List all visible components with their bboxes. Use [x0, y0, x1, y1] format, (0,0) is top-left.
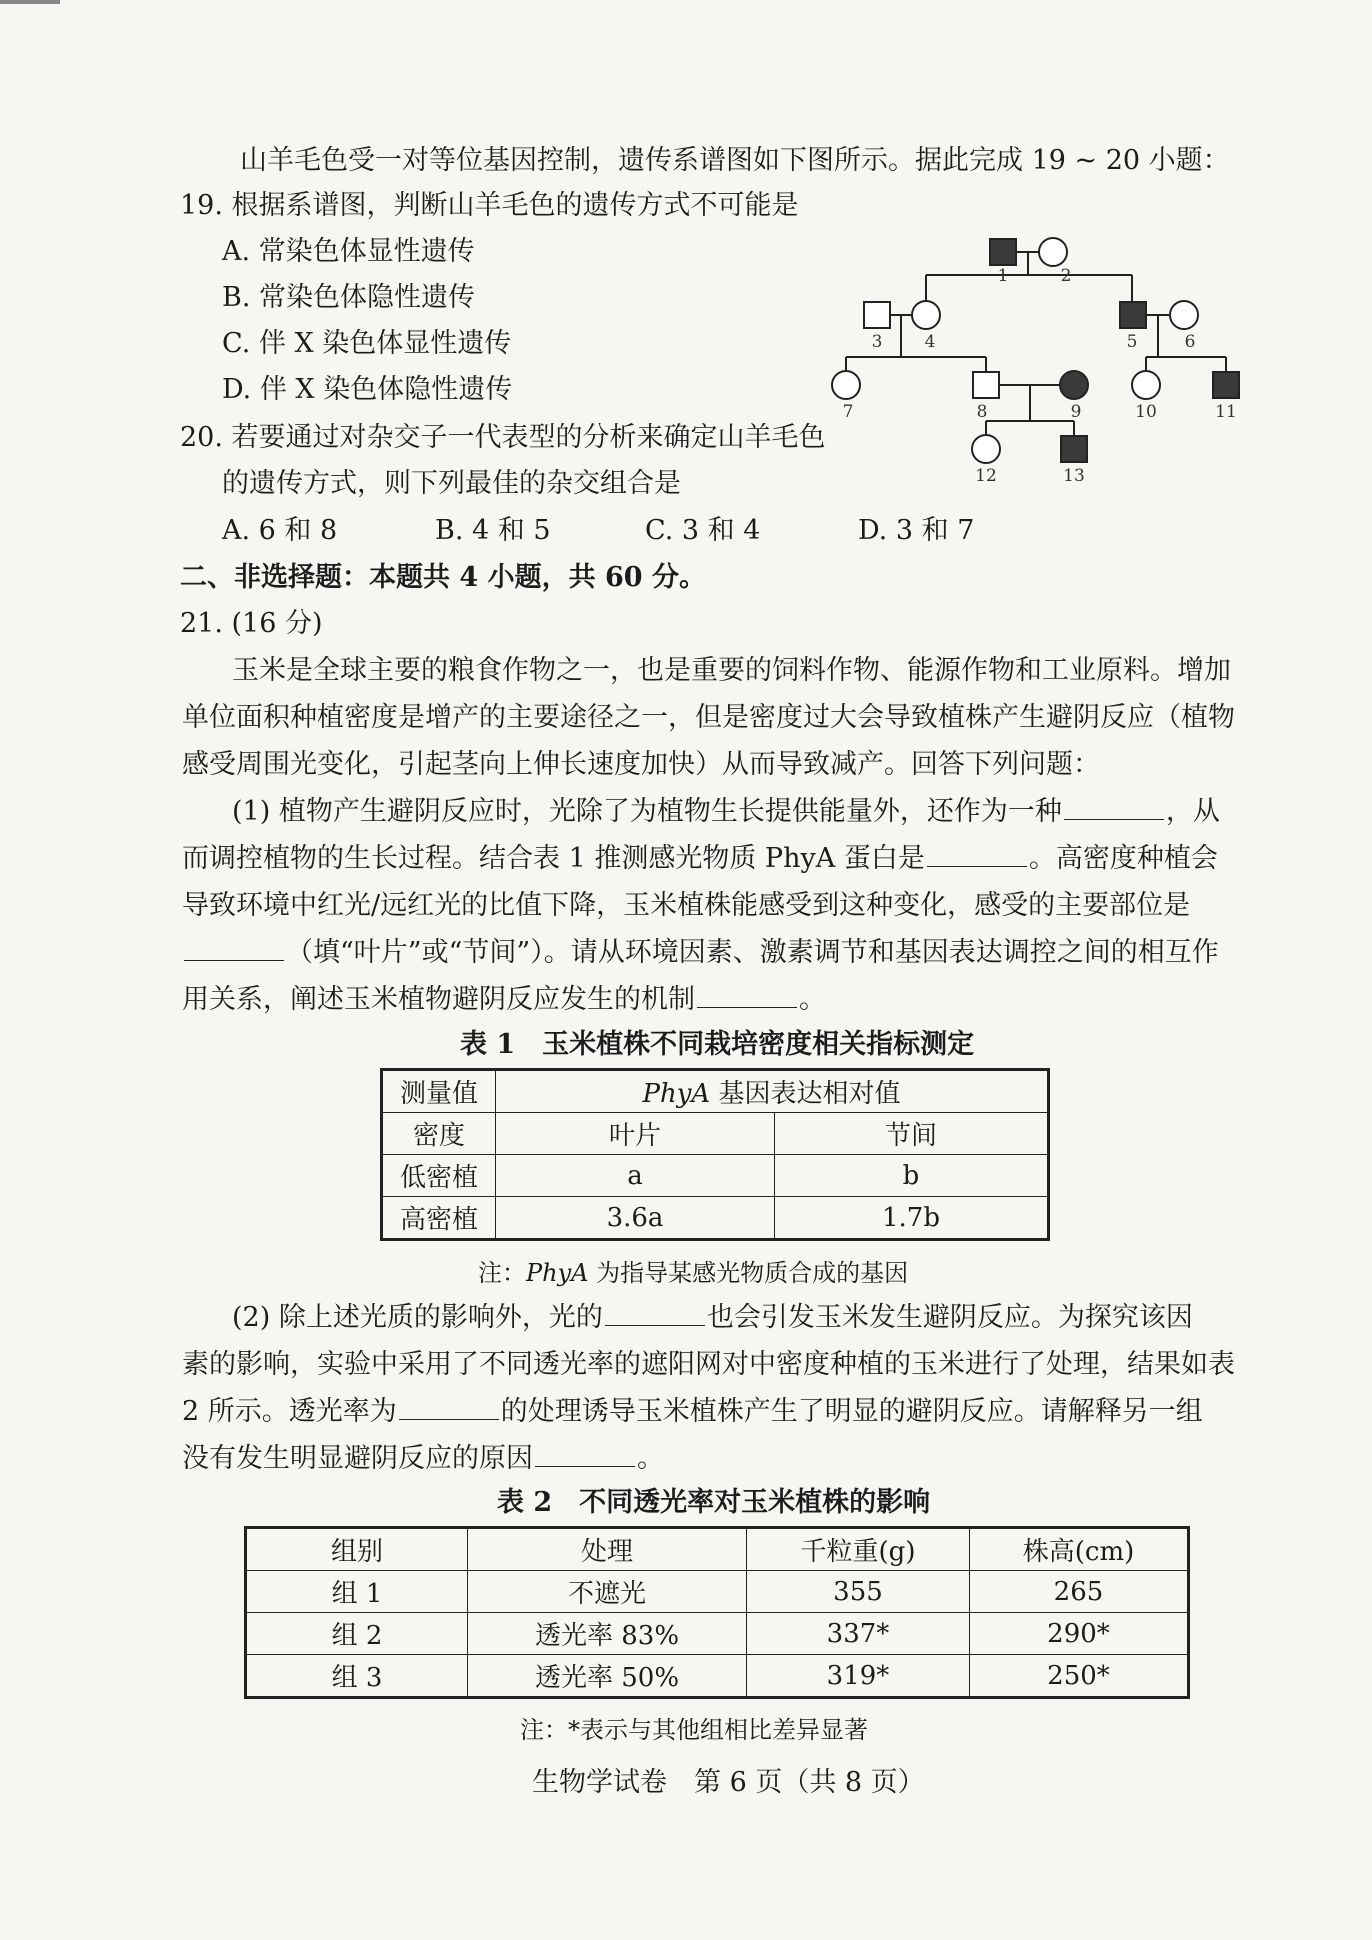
- q21-p1-line1-b: ，从: [1165, 796, 1220, 827]
- blank-phya-identity[interactable]: [927, 842, 1027, 867]
- individual-9: [1060, 371, 1088, 399]
- table2: [244, 1526, 1190, 1699]
- q21-p1-line5-a: 用关系，阐述玉米植物避阴反应发生的机制: [182, 984, 695, 1015]
- q19-option-c: C. 伴 X 染色体显性遗传: [222, 328, 512, 359]
- table2-header: 株高(cm): [970, 1528, 1189, 1571]
- table-row: [382, 1197, 1049, 1240]
- label-9: 9: [1070, 402, 1082, 422]
- corner-mark: [0, 0, 60, 4]
- individual-5: [1120, 302, 1146, 328]
- individual-12: [972, 435, 1000, 463]
- section-2-heading: 二、非选择题：本题共 4 小题，共 60 分。: [180, 562, 706, 593]
- q21-p2-line1: [232, 1300, 1193, 1336]
- q21-p2-line1-a: (2) 除上述光质的影响外，光的: [232, 1302, 603, 1333]
- table2-cell: 组 2: [246, 1613, 468, 1655]
- q20-option-a: A. 6 和 8: [222, 515, 338, 546]
- q20-option-b: B. 4 和 5: [435, 515, 551, 546]
- table2-cell: 不遮光: [468, 1571, 747, 1613]
- pedigree-chart: [842, 225, 1250, 495]
- individual-10: [1132, 371, 1160, 399]
- table2-cell: 组 1: [246, 1571, 468, 1613]
- label-4: 4: [924, 332, 936, 352]
- table1-cell: a: [496, 1155, 775, 1197]
- blank-light-factor[interactable]: [605, 1301, 705, 1326]
- blank-sensing-part[interactable]: [184, 936, 284, 961]
- q19-option-d: D. 伴 X 染色体隐性遗传: [222, 374, 513, 405]
- q21-p1-line4-b: （填“叶片”或“节间”）。请从环境因素、激素调节和基因表达调控之间的相互作: [286, 937, 1219, 968]
- label-13: 13: [1063, 466, 1085, 486]
- individual-6: [1170, 301, 1198, 329]
- q21-p2-line3-a: 2 所示。透光率为: [182, 1396, 397, 1427]
- table2-cell: 265: [970, 1571, 1189, 1613]
- q19-option-a: A. 常染色体显性遗传: [222, 236, 475, 267]
- table1-cell: 高密植: [382, 1197, 496, 1240]
- q21-p2-line2: 素的影响，实验中采用了不同透光率的遮阳网对中密度种植的玉米进行了处理，结果如表: [182, 1349, 1235, 1380]
- label-11: 11: [1215, 402, 1237, 422]
- q19-stem: 19. 根据系谱图，判断山羊毛色的遗传方式不可能是: [180, 190, 799, 221]
- table2-cell: 290*: [970, 1613, 1189, 1655]
- table1-header-density: 密度: [382, 1113, 496, 1155]
- table-row: [382, 1155, 1049, 1197]
- table2-cell: 319*: [747, 1655, 970, 1698]
- q21-p2-line3: [182, 1394, 1203, 1430]
- label-5: 5: [1126, 332, 1138, 352]
- table2-header: 组别: [246, 1528, 468, 1571]
- table2-cell: 355: [747, 1571, 970, 1613]
- q21-para1-line1: 玉米是全球主要的粮食作物之一，也是重要的饲料作物、能源作物和工业原料。增加: [232, 655, 1231, 686]
- table1: [380, 1068, 1050, 1241]
- label-10: 10: [1135, 402, 1157, 422]
- table1-header-gene: PhyA 基因表达相对值: [496, 1070, 1049, 1113]
- q21-p1-line3: 导致环境中红光/远红光的比值下降，玉米植株能感受到这种变化，感受的主要部位是: [182, 890, 1191, 921]
- q20-option-c: C. 3 和 4: [645, 515, 761, 546]
- q19-option-b: B. 常染色体隐性遗传: [222, 282, 476, 313]
- q21-p1-line5: [182, 982, 826, 1018]
- table2-cell: 337*: [747, 1613, 970, 1655]
- table1-cell: 1.7b: [775, 1197, 1049, 1240]
- table2-header: 处理: [468, 1528, 747, 1571]
- q21-p1-line1-a: (1) 植物产生避阴反应时，光除了为植物生长提供能量外，还作为一种: [232, 796, 1062, 827]
- label-3: 3: [871, 332, 883, 352]
- individual-8: [973, 372, 999, 398]
- label-1: 1: [997, 266, 1009, 286]
- table1-header-leaf: 叶片: [496, 1113, 775, 1155]
- table1-header-internode: 节间: [775, 1113, 1049, 1155]
- table2-cell: 透光率 83%: [468, 1613, 747, 1655]
- q21-p2-line4-a: 没有发生明显避阴反应的原因: [182, 1443, 533, 1474]
- q21-p1-line1: [232, 794, 1220, 830]
- q20-option-d: D. 3 和 7: [858, 515, 975, 546]
- table2-note: 注：*表示与其他组相比差异显著: [520, 1716, 868, 1744]
- individual-1: [990, 239, 1016, 265]
- q21-p1-line2-a: 而调控植物的生长过程。结合表 1 推测感光物质 PhyA 蛋白是: [182, 843, 925, 874]
- table2-header: 千粒重(g): [747, 1528, 970, 1571]
- table2-cell: 透光率 50%: [468, 1655, 747, 1698]
- individual-4: [912, 301, 940, 329]
- q21-para1-line3: 感受周围光变化，引起茎向上伸长速度加快）从而导致减产。回答下列问题：: [182, 749, 1100, 780]
- table-row: [246, 1613, 1189, 1655]
- label-12: 12: [975, 466, 997, 486]
- table1-header-measure: 测量值: [382, 1070, 496, 1113]
- individual-11: [1213, 372, 1239, 398]
- label-2: 2: [1060, 266, 1072, 286]
- table1-note: 注：PhyA 为指导某感光物质合成的基因: [478, 1259, 909, 1287]
- individual-13: [1061, 436, 1087, 462]
- q21-p1-line2: [182, 841, 1218, 877]
- q21-p1-line5-b: 。: [799, 984, 826, 1015]
- individual-3: [864, 302, 890, 328]
- individual-7: [832, 371, 860, 399]
- page-footer: 生物学试卷 第 6 页（共 8 页）: [532, 1767, 925, 1798]
- table1-cell: 低密植: [382, 1155, 496, 1197]
- label-6: 6: [1184, 332, 1196, 352]
- q21-para1-line2: 单位面积种植密度是增产的主要途径之一，但是密度过大会导致植株产生避阴反应（植物: [182, 702, 1235, 733]
- intro-text: 山羊毛色受一对等位基因控制，遗传系谱图如下图所示。据此完成 19 ~ 20 小题：: [240, 145, 1230, 176]
- q20-stem-1: 20. 若要通过对杂交子一代表型的分析来确定山羊毛色: [180, 422, 826, 453]
- table2-cell: 250*: [970, 1655, 1189, 1698]
- table1-cell: 3.6a: [496, 1197, 775, 1240]
- table2-cell: 组 3: [246, 1655, 468, 1698]
- blank-reason[interactable]: [535, 1442, 635, 1467]
- blank-mechanism[interactable]: [697, 983, 797, 1008]
- q21-header: 21. (16 分): [180, 608, 323, 639]
- blank-transmittance[interactable]: [399, 1395, 499, 1420]
- table1-title: 表 1 玉米植株不同栽培密度相关指标测定: [460, 1029, 975, 1060]
- table1-cell: b: [775, 1155, 1049, 1197]
- label-7: 7: [842, 402, 854, 422]
- table-row: [246, 1655, 1189, 1698]
- blank-signal[interactable]: [1064, 795, 1164, 820]
- q20-stem-2: 的遗传方式，则下列最佳的杂交组合是: [222, 468, 681, 499]
- q21-p2-line3-b: 的处理诱导玉米植株产生了明显的避阴反应。请解释另一组: [500, 1396, 1203, 1427]
- q21-p1-line2-b: 。高密度种植会: [1028, 843, 1218, 874]
- q21-p1-line4: [182, 935, 1219, 971]
- table-row: [246, 1571, 1189, 1613]
- individual-2: [1039, 238, 1067, 266]
- table2-title: 表 2 不同透光率对玉米植株的影响: [497, 1487, 931, 1518]
- q21-p2-line4: [182, 1441, 664, 1477]
- q21-p2-line4-b: 。: [637, 1443, 664, 1474]
- q21-p2-line1-b: 也会引发玉米发生避阴反应。为探究该因: [706, 1302, 1193, 1333]
- label-8: 8: [976, 402, 988, 422]
